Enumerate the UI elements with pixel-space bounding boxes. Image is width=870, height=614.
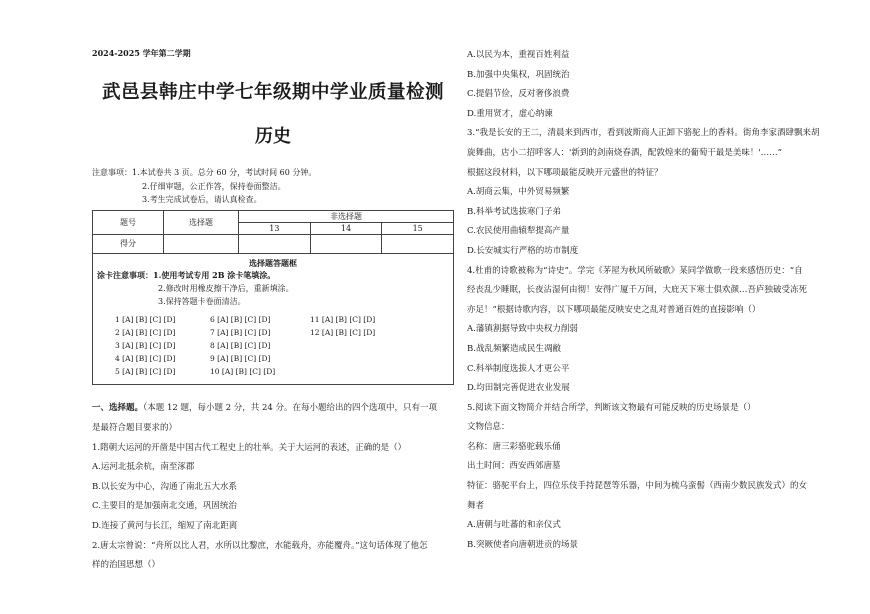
answer-item[interactable]: 2 [A] [B] [C] [D] (115, 328, 176, 338)
q4-option-a: A.藩镇割据导致中央权力削弱 (467, 324, 578, 335)
question-2: 2.唐太宗曾说：“舟所以比人君，水所以比黎庶，水能载舟，亦能覆舟。”这句话体现了他怎 (92, 540, 428, 551)
score-cell[interactable] (164, 234, 239, 253)
q4-option-d: D.均田制完善促进农业发展 (467, 383, 570, 394)
q1-option-c: C.主要目的是加强南北交通，巩固统治 (92, 501, 237, 512)
q2-option-c: C.提倡节俭，反对奢侈浪费 (467, 89, 570, 100)
q5-info-feature: 特征：骆驼平台上，四位乐伎手持琵琶等乐器，中间为梳乌蛮髻（西南少数民族发式）的女 (467, 481, 808, 492)
section-title-bold: 一、选择题。 (92, 403, 144, 414)
q5-info-origin: 出土时间：西安西郊唐墓 (467, 461, 561, 472)
notice-line: 2.仔细审题，公正作答，保持卷面整洁。 (142, 181, 286, 191)
answer-item[interactable]: 5 [A] [B] [C] [D] (115, 366, 176, 376)
answer-item[interactable]: 12 [A] [B] [C] [D] (310, 328, 376, 338)
notice-line: 3.考生完成试卷后，请认真检查。 (142, 195, 262, 204)
left-column (92, 46, 454, 576)
header-q13: 13 (239, 222, 311, 234)
section-title (92, 399, 454, 419)
q5-info-name: 名称：唐三彩骆驼载乐俑 (467, 441, 561, 452)
answer-item[interactable]: 1 [A] [B] [C] [D] (115, 315, 176, 325)
q5-info-label: 文物信息： (467, 422, 510, 433)
answer-item[interactable]: 7 [A] [B] [C] [D] (210, 328, 271, 338)
answer-note: 2.修改时用橡皮擦干净后，重新填涂。 (158, 283, 294, 293)
answer-item[interactable]: 6 [A] [B] [C] [D] (210, 315, 271, 325)
q1-option-d: D.连接了黄河与长江，缩短了南北距离 (92, 520, 238, 531)
q5-option-a: A.唐朝与吐蕃的和亲仪式 (467, 520, 561, 531)
q5-option-b: B.突厥使者向唐朝进贡的场景 (467, 539, 578, 550)
answer-item (310, 340, 410, 353)
score-cell[interactable] (382, 234, 454, 253)
q4-option-c: C.科举制度选拔人才更公平 (467, 363, 570, 374)
answer-note: 涂卡注意事项：1.使用考试专用 2B 涂卡笔填涂。 (97, 269, 276, 280)
score-row-label: 得分 (93, 234, 164, 253)
answer-item[interactable]: 10 [A] [B] [C] [D] (210, 366, 276, 376)
q2-option-a: A.以民为本，重视百姓利益 (467, 50, 570, 60)
question-2-line2: 样的治国思想（） (92, 560, 161, 571)
q3-option-b: B.科举考试选拔寒门子弟 (467, 206, 561, 217)
answer-item[interactable]: 3 [A] [B] [C] [D] (115, 340, 176, 350)
exam-title: 武邑县韩庄中学七年级期中学业质量检测 (101, 82, 444, 103)
q1-option-a: A.运河北抵余杭，南至涿郡 (92, 462, 195, 473)
q3-option-c: C.农民使用曲辕犁提高产量 (467, 226, 570, 237)
answer-item[interactable]: 11 [A] [B] [C] [D] (310, 315, 376, 325)
term-label: 2024-2025 学年第二学期 (92, 48, 191, 58)
q2-option-b: B.加强中央集权，巩固统治 (467, 69, 570, 80)
answer-item[interactable]: 4 [A] [B] [C] [D] (115, 353, 176, 363)
answer-note: 3.保持答题卡卷面清洁。 (158, 297, 246, 307)
question-1: 1.隋朝大运河的开凿是中国古代工程史上的壮举。关于大运河的表述，正确的是（） (92, 442, 407, 453)
question-4: 4.杜甫的诗歌被称为“诗史”。学完《茅屋为秋风所破歌》某同学做歌一段来感悟历史：“自 (467, 265, 803, 276)
right-column (467, 46, 839, 555)
question-4-line2: 经丧乱少睡眠，长夜沾湿何由彻！安得广厦千万间，大庇天下寒士俱欢颜…吾庐独破受冻死 (467, 285, 808, 296)
q2-option-d: D.重用贤才，虚心纳谏 (467, 108, 553, 119)
notice-line: 注意事项：1.本试卷共 3 页。总分 60 分，考试时间 60 分钟。 (92, 168, 317, 177)
question-3-line2: 旋舞曲，店小二招呼客人：'新到的剑南烧春酒，配敦煌来的葡萄干最是美味！'……” (467, 147, 783, 158)
notice-block (92, 166, 454, 207)
question-3-line3: 根据这段材料，以下哪项最能反映开元盛世的特征？ (467, 167, 663, 178)
header-choice: 选择题 (164, 210, 239, 234)
question-4-line3: 亦足！”根据诗歌内容，以下哪项最能反映安史之乱对普通百姓的直接影响（） (467, 304, 761, 315)
answer-item (310, 366, 410, 379)
header-number: 题号 (93, 210, 164, 234)
answer-item[interactable]: 8 [A] [B] [C] [D] (210, 340, 271, 350)
header-nonchoice: 非选择题 (239, 210, 454, 222)
score-cell[interactable] (239, 234, 311, 253)
q4-option-b: B.战乱频繁造成民生凋敝 (467, 343, 561, 354)
q1-option-b: B.以长安为中心，沟通了南北五大水系 (92, 481, 237, 492)
answer-box (92, 254, 454, 386)
answer-item (310, 353, 410, 366)
answer-grid (93, 314, 453, 378)
question-5: 5.阅读下面文物简介并结合所学，判断该文物最有可能反映的历史场景是（） (467, 402, 756, 413)
subject-title: 历史 (255, 126, 291, 147)
q3-option-a: A.胡商云集，中外贸易频繁 (467, 187, 570, 198)
header-q14: 14 (310, 222, 382, 234)
score-table (92, 210, 454, 254)
q3-option-d: D.长安城实行严格的坊市制度 (467, 245, 579, 256)
answer-box-header: 选择题答题框 (249, 257, 297, 268)
score-cell[interactable] (310, 234, 382, 253)
section-choice (92, 399, 454, 575)
section-title-line2: 是最符合题目要求的） (92, 422, 178, 433)
section-title-rest: （本题 12 题，每小题 2 分，共 24 分。在每小题给出的四个选项中，只有一项 (143, 403, 438, 414)
question-3: 3.“我是长安的王二，清晨来到西市，看到波斯商人正卸下骆驼上的香料。街角李家酒肆飘来胡 (467, 128, 820, 139)
header-q15: 15 (382, 222, 454, 234)
answer-item[interactable]: 9 [A] [B] [C] [D] (210, 353, 271, 363)
q5-info-feature-line2: 舞者 (467, 500, 485, 511)
